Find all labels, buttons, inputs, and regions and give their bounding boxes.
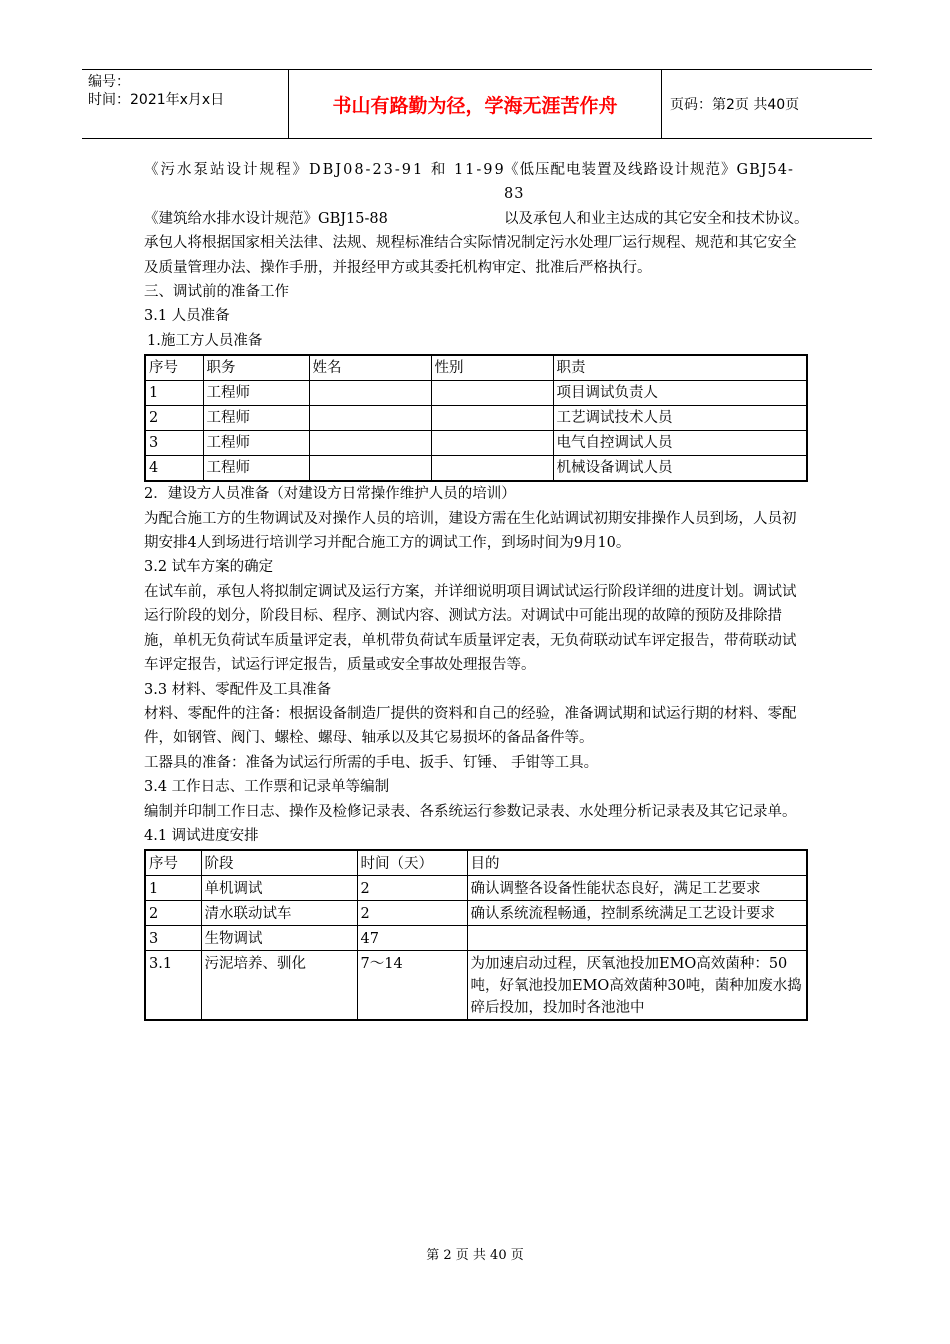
table-header-row [145, 355, 807, 381]
table-cell: 3.1 [145, 951, 201, 1021]
table-header-cell: 姓名 [309, 355, 431, 381]
table-header-cell: 职责 [553, 355, 807, 381]
table-cell: 工程师 [203, 381, 309, 406]
number-label: 编号： [88, 74, 130, 90]
table-header-cell: 目的 [467, 850, 807, 876]
subheading-3-1-2: 2．建设方人员准备（对建设方日常操作维护人员的培训） [144, 486, 516, 503]
subheading-3-1: 3.1 人员准备 [144, 308, 230, 325]
subheading-3-3: 3.3 材料、零配件及工具准备 [144, 681, 332, 698]
table-row [145, 431, 807, 456]
table-cell: 4 [145, 456, 203, 482]
subheading-3-2: 3.2 试车方案的确定 [144, 559, 274, 576]
table-row [145, 876, 807, 901]
table-cell: 2 [357, 876, 467, 901]
table-cell [309, 456, 431, 482]
table-cell: 7～14 [357, 951, 467, 1021]
paragraph-owner-staff: 为配合施工方的生物调试及对操作人员的培训，建设方需在生化站调试初期安排操作人员到场，人员初期安排4人到场进行培训学习并配合施工方的调试工作，到场时间为9月10。 [144, 510, 797, 552]
table-cell [309, 431, 431, 456]
table-cell: 47 [357, 926, 467, 951]
page-footer: 第 2 页 共 40 页 [426, 1248, 524, 1263]
standard-low-voltage: 《低压配电装置及线路设计规范》GBJ54-83 [504, 162, 794, 203]
standards-line-2 [144, 207, 810, 231]
table-cell: 2 [145, 406, 203, 431]
header-meta [82, 70, 289, 138]
table-cell [431, 381, 553, 406]
paragraph-tools: 工器具的准备：准备为试运行所需的手电、扳手、钉锤、 手钳等工具。 [144, 754, 599, 771]
time-label: 时间：2021年x月x日 [88, 92, 225, 108]
table-cell: 生物调试 [201, 926, 357, 951]
table-cell [309, 381, 431, 406]
table-header-row [145, 850, 807, 876]
table-cell [431, 431, 553, 456]
table-cell: 工程师 [203, 406, 309, 431]
table-cell: 确认调整各设备性能状态良好，满足工艺要求 [467, 876, 807, 901]
paragraph-test-plan: 在试车前，承包人将拟制定调试及运行方案，并详细说明项目调试试运行阶段详细的进度计划。调试试运行阶段的划分，阶段目标、程序、测试内容、测试方法。对调试中可能出现的故障的预防及排除措施，单机无负荷试车质量评定表，单机带负荷试车质量评定表，无负荷联动试车评定报告，带荷联动试车评定报告，试运行评定报告，质量或安全事故处理报告等。 [144, 583, 797, 674]
schedule-table [144, 849, 808, 1021]
table-cell: 1 [145, 381, 203, 406]
table-header-cell: 序号 [145, 355, 203, 381]
table-cell: 污泥培养、驯化 [201, 951, 357, 1021]
table-header-cell: 职务 [203, 355, 309, 381]
table-cell: 3 [145, 926, 201, 951]
table-cell: 3 [145, 431, 203, 456]
table-header-cell: 性别 [431, 355, 553, 381]
paragraph-materials: 材料、零配件的注备：根据设备制造厂提供的资料和自己的经验，准备调试期和试运行期的材料、零配件，如钢管、阀门、螺栓、螺母、轴承以及其它易损坏的备品备件等。 [144, 705, 797, 747]
staff-table [144, 354, 808, 482]
document-body [144, 158, 810, 1021]
standards-line-1 [144, 158, 810, 207]
table-row [145, 381, 807, 406]
table-cell: 工程师 [203, 456, 309, 482]
header-motto: 书山有路勤为径，学海无涯苦作舟 [289, 70, 662, 138]
table-cell [431, 406, 553, 431]
table-header-cell: 时间（天） [357, 850, 467, 876]
table-cell [467, 926, 807, 951]
paragraph-regulations: 承包人将根据国家相关法律、法规、规程标准结合实际情况制定污水处理厂运行规程、规范和其它安全及质量管理办法、操作手册，并报经甲方或其委托机构审定、批准后严格执行。 [144, 235, 797, 276]
subheading-3-4: 3.4 工作日志、工作票和记录单等编制 [144, 779, 390, 796]
table-row [145, 926, 807, 951]
page-header [82, 69, 872, 139]
table-cell: 项目调试负责人 [553, 381, 807, 406]
table-cell [309, 406, 431, 431]
table-cell: 2 [145, 901, 201, 926]
table-cell: 1 [145, 876, 201, 901]
section-heading-3: 三、调试前的准备工作 [144, 284, 289, 301]
table-cell: 清水联动试车 [201, 901, 357, 926]
table-cell: 2 [357, 901, 467, 926]
table-cell: 为加速启动过程，厌氧池投加EMO高效菌种：50吨，好氧池投加EMO高效菌种30吨，菌种加废水捣碎后投加，投加时各池池中 [467, 951, 807, 1021]
subheading-3-1-1: 1.施工方人员准备 [147, 332, 263, 349]
table-cell: 工程师 [203, 431, 309, 456]
table-row [145, 456, 807, 482]
table-cell: 单机调试 [201, 876, 357, 901]
standard-building-water: 《建筑给水排水设计规范》GBJ15-88 [144, 210, 388, 227]
table-row [145, 406, 807, 431]
standard-pump-station: 《污水泵站设计规程》DBJ08-23-91 和 11-99 [144, 162, 506, 178]
table-cell: 电气自控调试人员 [553, 431, 807, 456]
table-row [145, 951, 807, 1021]
table-header-cell: 阶段 [201, 850, 357, 876]
table-cell: 工艺调试技术人员 [553, 406, 807, 431]
header-page-info: 页码：第2页 共40页 [670, 97, 800, 113]
table-cell [431, 456, 553, 482]
subheading-4-1: 4.1 调试进度安排 [144, 827, 259, 844]
table-row [145, 901, 807, 926]
paragraph-logs: 编制并印制工作日志、操作及检修记录表、各系统运行参数记录表、水处理分析记录表及其它记录单。 [144, 803, 797, 820]
table-cell: 确认系统流程畅通，控制系统满足工艺设计要求 [467, 901, 807, 926]
table-cell: 机械设备调试人员 [553, 456, 807, 482]
table-header-cell: 序号 [145, 850, 201, 876]
standard-other-agreements: 以及承包人和业主达成的其它安全和技术协议。 [504, 210, 809, 227]
